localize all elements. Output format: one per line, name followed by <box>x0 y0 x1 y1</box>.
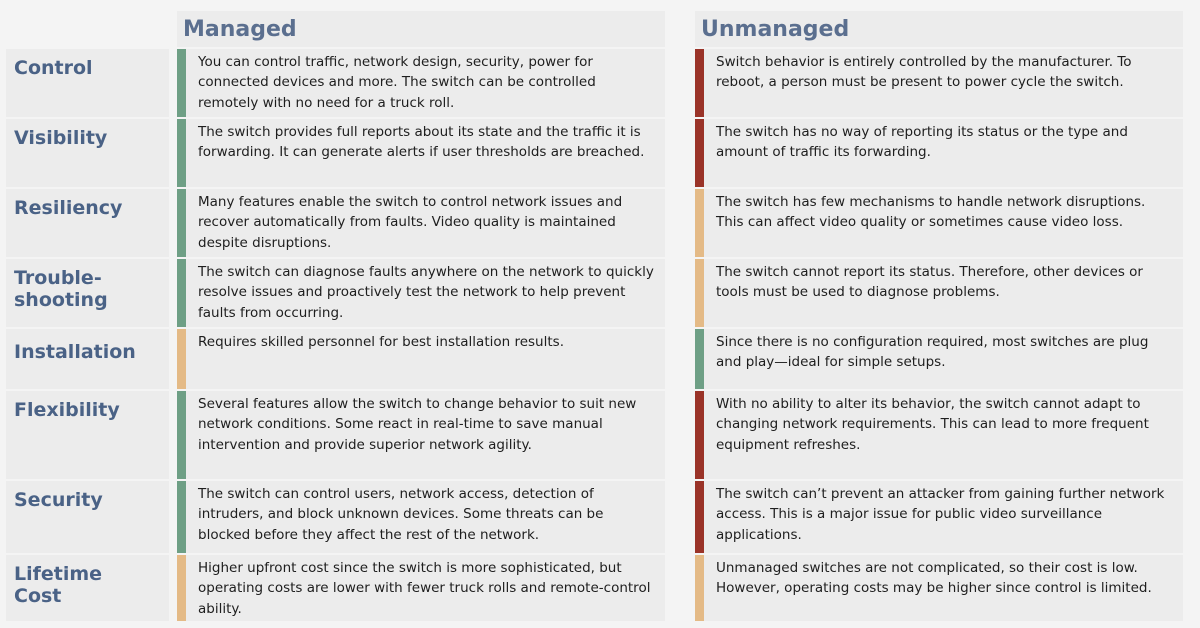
row-label-lifetime-cost <box>6 555 169 621</box>
rating-bar <box>695 189 704 257</box>
rating-bar <box>695 481 704 553</box>
unmanaged-cell-installation <box>695 329 1183 389</box>
row-label-text: Lifetime Cost <box>14 563 103 607</box>
rating-bar <box>695 555 704 621</box>
managed-text: Higher upfront cost since the switch is more sophisticated, but operating costs are lower with fewer truck rolls and remote-control ability. <box>198 560 651 617</box>
managed-cell-lifetime-cost <box>177 555 665 621</box>
row-label-troubleshooting <box>6 259 169 327</box>
unmanaged-text: The switch cannot report its status. Therefore, other devices or tools must be used to diagnose problems. <box>716 264 1143 301</box>
managed-cell-flexibility <box>177 391 665 479</box>
unmanaged-text: Switch behavior is entirely controlled by the manufacturer. To reboot, a person must be present to power cycle the switch. <box>716 54 1132 91</box>
managed-header: Managed <box>177 11 665 47</box>
unmanaged-header: Unmanaged <box>695 11 1183 47</box>
rating-bar <box>695 391 704 479</box>
row-label-resiliency: Resiliency <box>6 189 169 257</box>
managed-text: Many features enable the switch to control network issues and recover automatically from faults. Video quality is maintained despite disruptions. <box>198 194 623 251</box>
managed-cell-resiliency <box>177 189 665 257</box>
managed-text: The switch can diagnose faults anywhere on the network to quickly resolve issues and proactively test the network to help prevent faults from occurring. <box>198 264 654 321</box>
managed-text: Several features allow the switch to change behavior to suit new network conditions. Some react in real-time to save manual intervention and provide superior network agility. <box>198 396 637 453</box>
managed-text: You can control traffic, network design, security, power for connected devices and more. The switch can be controlled remotely with no need for a truck roll. <box>198 54 596 111</box>
unmanaged-cell-lifetime-cost <box>695 555 1183 621</box>
managed-cell-installation <box>177 329 665 389</box>
unmanaged-text: With no ability to alter its behavior, the switch cannot adapt to changing network requirements. This can lead to more frequent equipment refreshes. <box>716 396 1149 453</box>
rating-bar <box>177 49 186 117</box>
rating-bar <box>177 391 186 479</box>
row-label-visibility: Visibility <box>6 119 169 187</box>
unmanaged-cell-security <box>695 481 1183 553</box>
rating-bar <box>695 329 704 389</box>
unmanaged-cell-troubleshooting <box>695 259 1183 327</box>
unmanaged-cell-visibility <box>695 119 1183 187</box>
unmanaged-cell-control <box>695 49 1183 117</box>
rating-bar <box>695 259 704 327</box>
rating-bar <box>177 329 186 389</box>
managed-text: The switch provides full reports about its state and the traffic it is forwarding. It can generate alerts if user thresholds are breached. <box>198 124 645 161</box>
managed-cell-control <box>177 49 665 117</box>
unmanaged-text: Unmanaged switches are not complicated, so their cost is low. However, operating costs may be higher since control is limited. <box>716 560 1152 597</box>
row-label-control: Control <box>6 49 169 117</box>
managed-text: The switch can control users, network access, detection of intruders, and block unknown devices. Some threats can be blocked before they affect the rest of the network. <box>198 486 604 543</box>
corner-spacer <box>6 11 169 47</box>
managed-cell-visibility <box>177 119 665 187</box>
rating-bar <box>177 555 186 621</box>
rating-bar <box>177 189 186 257</box>
rating-bar <box>695 119 704 187</box>
unmanaged-text: The switch has no way of reporting its status or the type and amount of traffic its forwarding. <box>716 124 1128 161</box>
unmanaged-text: The switch can’t prevent an attacker from gaining further network access. This is a major issue for public video surveillance applications. <box>716 486 1165 543</box>
rating-bar <box>177 259 186 327</box>
rating-bar <box>695 49 704 117</box>
managed-cell-security <box>177 481 665 553</box>
unmanaged-cell-resiliency <box>695 189 1183 257</box>
managed-text: Requires skilled personnel for best installation results. <box>198 334 564 350</box>
unmanaged-text: The switch has few mechanisms to handle network disruptions. This can affect video quality or sometimes cause video loss. <box>716 194 1146 231</box>
unmanaged-text: Since there is no configuration required, most switches are plug and play—ideal for simple setups. <box>716 334 1149 371</box>
row-label-installation: Installation <box>6 329 169 389</box>
rating-bar <box>177 481 186 553</box>
managed-cell-troubleshooting <box>177 259 665 327</box>
rating-bar <box>177 119 186 187</box>
row-label-security: Security <box>6 481 169 553</box>
row-label-flexibility: Flexibility <box>6 391 169 479</box>
unmanaged-cell-flexibility <box>695 391 1183 479</box>
row-label-text: Trouble-shooting <box>14 267 108 311</box>
